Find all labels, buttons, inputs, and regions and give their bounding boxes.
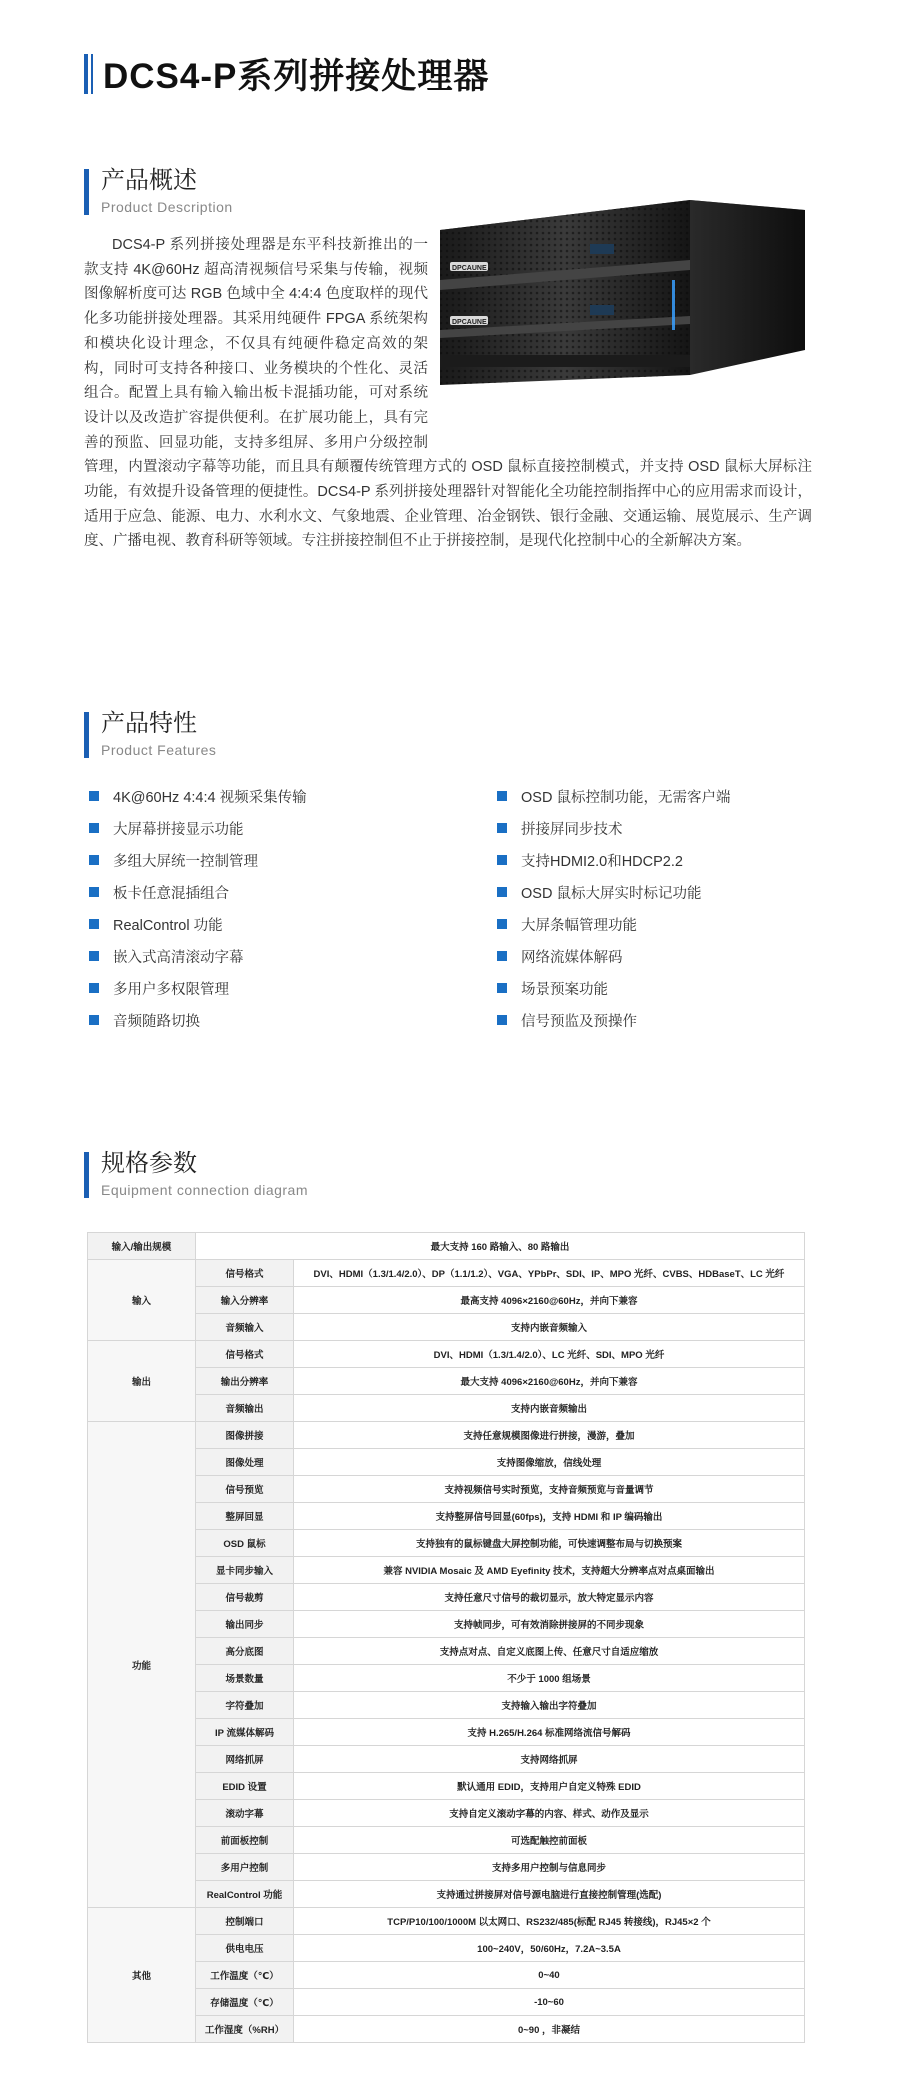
table-row <box>88 1368 805 1395</box>
bullet-square-icon <box>497 951 507 961</box>
overview-heading: 产品概述 <box>101 167 197 194</box>
spec-table <box>87 1232 805 2043</box>
table-row <box>88 1260 805 1287</box>
table-cell: 支持内嵌音频输出 <box>294 1395 805 1422</box>
feature-item: 板卡任意混插组合 <box>89 881 229 903</box>
page-title <box>84 52 489 96</box>
specs-subheading: Equipment connection diagram <box>101 1182 309 1198</box>
table-cell: 支持整屏信号回显(60fps)，支持 HDMI 和 IP 编码输出 <box>294 1503 805 1530</box>
table-cell: -10~60 <box>294 1989 805 2016</box>
feature-item: 4K@60Hz 4:4:4 视频采集传输 <box>89 785 307 807</box>
table-cell: TCP/P10/100/1000M 以太网口、RS232/485(标配 RJ45 转接线)，RJ45×2 个 <box>294 1908 805 1935</box>
table-row <box>88 1557 805 1584</box>
feature-item: 信号预监及预操作 <box>497 1009 637 1031</box>
bullet-square-icon <box>497 855 507 865</box>
table-cell: 音频输出 <box>196 1395 294 1422</box>
table-cell: 图像处理 <box>196 1449 294 1476</box>
table-cell: 场景数量 <box>196 1665 294 1692</box>
feature-item: 多组大屏统一控制管理 <box>89 849 258 871</box>
table-cell: RealControl 功能 <box>196 1881 294 1908</box>
table-row <box>88 1962 805 1989</box>
feature-item: 多用户多权限管理 <box>89 977 229 999</box>
table-cell: 支持视频信号实时预览，支持音频预览与音量调节 <box>294 1476 805 1503</box>
table-cell: OSD 鼠标 <box>196 1530 294 1557</box>
overview-section-header <box>84 167 233 217</box>
category-cell: 输入 <box>88 1260 196 1341</box>
table-cell: 前面板控制 <box>196 1827 294 1854</box>
table-cell: 信号格式 <box>196 1341 294 1368</box>
table-row <box>88 1989 805 2016</box>
table-cell: 最大支持 160 路输入、80 路输出 <box>196 1233 805 1260</box>
specs-heading: 规格参数 <box>101 1150 197 1177</box>
table-cell: 工作温度（℃） <box>196 1962 294 1989</box>
table-cell: 高分底图 <box>196 1638 294 1665</box>
table-cell: 默认通用 EDID，支持用户自定义特殊 EDID <box>294 1773 805 1800</box>
feature-item: 大屏幕拼接显示功能 <box>89 817 244 839</box>
table-cell: 网络抓屏 <box>196 1746 294 1773</box>
table-cell: 支持通过拼接屏对信号源电脑进行直接控制管理(选配) <box>294 1881 805 1908</box>
table-cell: 字符叠加 <box>196 1692 294 1719</box>
feature-item: RealControl 功能 <box>89 913 223 935</box>
table-row <box>88 1503 805 1530</box>
bullet-square-icon <box>89 823 99 833</box>
title-accent-bar <box>84 54 93 94</box>
table-cell: IP 流媒体解码 <box>196 1719 294 1746</box>
table-row <box>88 1287 805 1314</box>
table-cell: 支持多用户控制与信息同步 <box>294 1854 805 1881</box>
features-section-header <box>84 710 216 760</box>
features-subheading: Product Features <box>101 742 217 758</box>
table-row <box>88 1773 805 1800</box>
specs-section-header <box>84 1150 308 1200</box>
category-cell: 其他 <box>88 1908 196 2043</box>
table-cell: 输入/输出规模 <box>88 1233 196 1260</box>
bullet-square-icon <box>497 1015 507 1025</box>
table-cell: 控制端口 <box>196 1908 294 1935</box>
table-row <box>88 1665 805 1692</box>
table-cell: 100~240V，50/60Hz，7.2A~3.5A <box>294 1935 805 1962</box>
table-cell: 0~40 <box>294 1962 805 1989</box>
table-cell: 信号格式 <box>196 1260 294 1287</box>
table-cell: 支持自定义滚动字幕的内容、样式、动作及显示 <box>294 1800 805 1827</box>
table-cell: 信号预览 <box>196 1476 294 1503</box>
bullet-square-icon <box>497 919 507 929</box>
table-cell: 支持网络抓屏 <box>294 1746 805 1773</box>
table-cell: 支持点对点、自定义底图上传、任意尺寸自适应缩放 <box>294 1638 805 1665</box>
table-cell: 存储温度（℃） <box>196 1989 294 2016</box>
table-row <box>88 1530 805 1557</box>
feature-item: OSD 鼠标控制功能，无需客户端 <box>497 785 730 807</box>
table-row <box>88 1395 805 1422</box>
table-row <box>88 1935 805 1962</box>
table-cell: 最大支持 4096×2160@60Hz，并向下兼容 <box>294 1368 805 1395</box>
feature-item: 音频随路切换 <box>89 1009 200 1031</box>
section-accent-bar <box>84 1152 89 1198</box>
bullet-square-icon <box>89 1015 99 1025</box>
bullet-square-icon <box>89 983 99 993</box>
table-cell: 支持任意尺寸信号的裁切显示，放大特定显示内容 <box>294 1584 805 1611</box>
table-row <box>88 1584 805 1611</box>
overview-subheading: Product Description <box>101 199 233 215</box>
table-cell: 兼容 NVIDIA Mosaic 及 AMD Eyefinity 技术，支持超大分辨率点对点桌面输出 <box>294 1557 805 1584</box>
table-cell: DVI、HDMI（1.3/1.4/2.0）、DP（1.1/1.2）、VGA、YPbPr、SDI、IP、MPO 光纤、CVBS、HDBaseT、LC 光纤 <box>294 1260 805 1287</box>
table-row <box>88 1746 805 1773</box>
table-cell: 音频输入 <box>196 1314 294 1341</box>
table-cell: 支持 H.265/H.264 标准网络流信号解码 <box>294 1719 805 1746</box>
table-row <box>88 1638 805 1665</box>
table-row <box>88 1800 805 1827</box>
section-accent-bar <box>84 712 89 758</box>
table-cell: 支持任意规模图像进行拼接，漫游，叠加 <box>294 1422 805 1449</box>
overview-paragraph: DCS4-P 系列拼接处理器是东平科技新推出的一款支持 4K@60Hz 超高清视频信号采集与传输，视频图像解析度可达 RGB 色域中全 4:4:4 色度取样的现代化多功能拼接处理器。其采用纯硬件 FPGA 系统架构和模块化设计理念，不仅具有纯硬件稳定高效的架构，同时可支持各种接口、业务模块的个性化、灵活组合。配置上具有输入输出板卡混插功能，可对系统设计以及改造扩容提供便利。在扩展功能上，具有完善的预监、回显功能，支持多组屏、多用户分级控制管理，内置滚动字幕等功能，而且具有颠覆传统管理方式的 OSD 鼠标直接控制模式，并支持 OSD 鼠标大屏标注功能，有效提升设备管理的便捷性。DCS4-P 系列拼接处理器针对智能化全功能控制指挥中心的应用需求而设计，适用于应急、能源、电力、水利水文、气象地震、企业管理、冶金钢铁、银行金融、交通运输、展览展示、生产调度、广播电视、教育科研等领域。专注拼接控制但不止于拼接控制，是现代化控制中心的全新解决方案。 <box>84 237 812 550</box>
table-cell: 可选配触控前面板 <box>294 1827 805 1854</box>
table-cell: 支持独有的鼠标键盘大屏控制功能，可快速调整布局与切换预案 <box>294 1530 805 1557</box>
brand-logo-2: DPCAUNE <box>452 319 487 326</box>
page-title-text: DCS4-P系列拼接处理器 <box>103 57 490 96</box>
table-row <box>88 1692 805 1719</box>
bullet-square-icon <box>89 951 99 961</box>
bullet-square-icon <box>497 983 507 993</box>
table-row <box>88 1908 805 1935</box>
table-cell: 输出同步 <box>196 1611 294 1638</box>
feature-item: 拼接屏同步技术 <box>497 817 623 839</box>
table-cell: 0~90 ，非凝结 <box>294 2016 805 2043</box>
table-cell: 不少于 1000 组场景 <box>294 1665 805 1692</box>
bullet-square-icon <box>497 887 507 897</box>
feature-item: 大屏条幅管理功能 <box>497 913 637 935</box>
bullet-square-icon <box>497 791 507 801</box>
table-cell: 工作湿度（%RH） <box>196 2016 294 2043</box>
table-row <box>88 1827 805 1854</box>
table-cell: EDID 设置 <box>196 1773 294 1800</box>
bullet-square-icon <box>89 791 99 801</box>
bullet-square-icon <box>497 823 507 833</box>
table-row <box>88 1611 805 1638</box>
table-cell: 支持内嵌音频输入 <box>294 1314 805 1341</box>
table-cell: 最高支持 4096×2160@60Hz，并向下兼容 <box>294 1287 805 1314</box>
bullet-square-icon <box>89 887 99 897</box>
brand-logo: DPCAUNE <box>452 265 487 272</box>
table-cell: 多用户控制 <box>196 1854 294 1881</box>
section-accent-bar <box>84 169 89 215</box>
table-cell: 输出分辨率 <box>196 1368 294 1395</box>
table-cell: DVI、HDMI（1.3/1.4/2.0）、LC 光纤、SDI、MPO 光纤 <box>294 1341 805 1368</box>
feature-item: 网络流媒体解码 <box>497 945 623 967</box>
table-cell: 图像拼接 <box>196 1422 294 1449</box>
product-image <box>420 170 810 395</box>
table-row <box>88 1476 805 1503</box>
table-row <box>88 1341 805 1368</box>
table-row <box>88 1314 805 1341</box>
table-cell: 支持帧同步，可有效消除拼接屏的不同步现象 <box>294 1611 805 1638</box>
table-row <box>88 1854 805 1881</box>
feature-item: 支持HDMI2.0和HDCP2.2 <box>497 849 683 871</box>
category-cell: 输出 <box>88 1341 196 1422</box>
feature-item: OSD 鼠标大屏实时标记功能 <box>497 881 701 903</box>
table-cell: 信号裁剪 <box>196 1584 294 1611</box>
category-cell: 功能 <box>88 1422 196 1908</box>
table-cell: 输入分辨率 <box>196 1287 294 1314</box>
table-cell: 支持输入输出字符叠加 <box>294 1692 805 1719</box>
table-cell: 供电电压 <box>196 1935 294 1962</box>
features-heading: 产品特性 <box>101 710 197 737</box>
table-cell: 整屏回显 <box>196 1503 294 1530</box>
table-row <box>88 1233 805 1260</box>
table-row <box>88 1449 805 1476</box>
table-cell: 滚动字幕 <box>196 1800 294 1827</box>
feature-item: 场景预案功能 <box>497 977 608 999</box>
table-row <box>88 1719 805 1746</box>
table-row <box>88 1881 805 1908</box>
table-row <box>88 2016 805 2043</box>
table-row <box>88 1422 805 1449</box>
feature-item: 嵌入式高清滚动字幕 <box>89 945 244 967</box>
bullet-square-icon <box>89 855 99 865</box>
table-cell: 支持图像缩放，信线处理 <box>294 1449 805 1476</box>
bullet-square-icon <box>89 919 99 929</box>
table-cell: 显卡同步输入 <box>196 1557 294 1584</box>
